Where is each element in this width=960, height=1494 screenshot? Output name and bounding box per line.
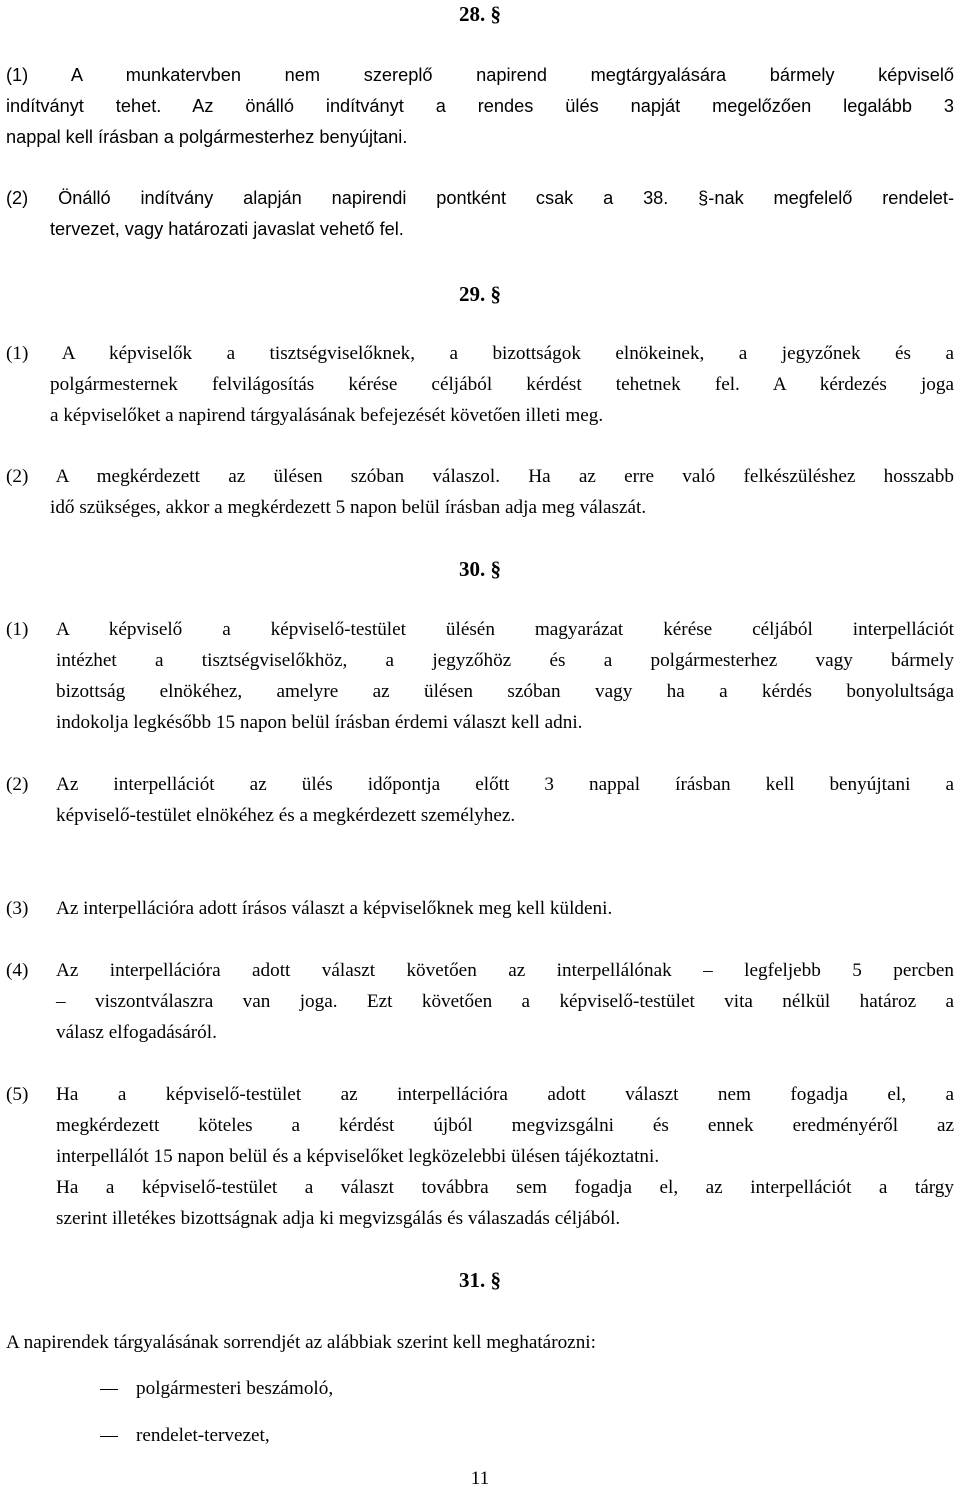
paragraph-line: Ha a képviselő-testület a választ továbbra sem fogadja el, az interpellációt a tárgy (56, 1177, 954, 1198)
section-30-paragraph-2 (6, 769, 954, 831)
paragraph-line: indítványt tehet. Az önálló indítványt a rendes ülés napját megelőzően legalább 3 (6, 96, 954, 116)
paragraph-line: bizottság elnökéhez, amelyre az ülésen szóban vagy ha a kérdés bonyolultsága (56, 681, 954, 702)
paragraph-line: A képviselő a képviselő-testület ülésén magyarázat kérése céljából interpellációt (56, 619, 954, 640)
paragraph-number: (2) (6, 774, 29, 795)
section-30-paragraph-3 (6, 893, 954, 924)
section-28-paragraph-1 (6, 60, 954, 153)
section-28-heading: 28. § (459, 2, 501, 26)
paragraph-number: (1) (6, 619, 29, 640)
section-29-paragraph-1 (6, 338, 954, 431)
paragraph-line: intézhet a tisztségviselőkhöz, a jegyzőhöz és a polgármesterhez vagy bármely (56, 650, 954, 671)
paragraph-line: Az interpellációt az ülés időpontja előtt 3 nappal írásban kell benyújtani a (56, 774, 954, 795)
list-item-label: polgármesteri beszámoló, (136, 1378, 334, 1399)
section-28-paragraph-2 (6, 183, 954, 245)
section-31-intro: A napirendek tárgyalásának sorrendjét az alábbiak szerint kell meghatározni: (6, 1332, 596, 1353)
list-item-label: rendelet-tervezet, (136, 1425, 270, 1446)
section-30-heading: 30. § (459, 557, 501, 581)
paragraph-number: (4) (6, 960, 29, 981)
paragraph-line: (1) A munkatervben nem szereplő napirend megtárgyalására bármely képviselő (6, 65, 954, 85)
section-31-heading: 31. § (459, 1268, 501, 1292)
paragraph-line: (2) Önálló indítvány alapján napirendi pontként csak a 38. §-nak megfelelő rendelet- (6, 188, 954, 208)
dash-bullet-icon (100, 1389, 118, 1390)
paragraph-line: a képviselőket a napirend tárgyalásának befejezését követően illeti meg. (50, 405, 604, 426)
paragraph-line: interpellálót 15 napon belül és a képviselőket legközelebbi ülésen tájékoztatni. (56, 1146, 660, 1167)
page-number: 11 (470, 1468, 490, 1489)
section-30-paragraph-5 (6, 1079, 954, 1234)
paragraph-line: (1) A képviselők a tisztségviselőknek, a bizottságok elnökeinek, a jegyzőnek és a (6, 343, 954, 364)
paragraph-line: szerint illetékes bizottságnak adja ki megvizsgálás és válaszadás céljából. (56, 1208, 621, 1229)
paragraph-line: idő szükséges, akkor a megkérdezett 5 napon belül írásban adja meg válaszát. (50, 497, 647, 518)
paragraph-line: Az interpellációra adott választ követően az interpellálónak – legfeljebb 5 percben (56, 960, 954, 981)
section-30-paragraph-1 (6, 614, 954, 738)
paragraph-line: nappal kell írásban a polgármesterhez benyújtani. (6, 127, 408, 147)
section-30-paragraph-4 (6, 955, 954, 1048)
paragraph-line: képviselő-testület elnökéhez és a megkérdezett személyhez. (56, 805, 516, 826)
paragraph-line: polgármesternek felvilágosítás kérése céljából kérdést tehetnek fel. A kérdezés joga (50, 374, 954, 395)
section-29-heading: 29. § (459, 282, 501, 306)
paragraph-line: (2) A megkérdezett az ülésen szóban válaszol. Ha az erre való felkészüléshez hosszabb (6, 466, 954, 487)
section-29-paragraph-2 (6, 461, 954, 523)
paragraph-number: (5) (6, 1084, 29, 1105)
paragraph-line: indokolja legkésőbb 15 napon belül írásban érdemi választ kell adni. (56, 712, 583, 733)
dash-bullet-icon (100, 1436, 118, 1437)
paragraph-line: Az interpellációra adott írásos választ a képviselőknek meg kell küldeni. (56, 898, 613, 919)
paragraph-line: megkérdezett köteles a kérdést újból megvizsgálni és ennek eredményéről az (56, 1115, 954, 1136)
paragraph-number: (3) (6, 898, 29, 919)
paragraph-line: – viszontválaszra van joga. Ezt követően a képviselő-testület vita nélkül határoz a (56, 991, 954, 1012)
paragraph-line: válasz elfogadásáról. (56, 1022, 217, 1043)
paragraph-line: Ha a képviselő-testület az interpellációra adott választ nem fogadja el, a (56, 1084, 954, 1105)
paragraph-line: tervezet, vagy határozati javaslat vehető fel. (50, 219, 404, 239)
